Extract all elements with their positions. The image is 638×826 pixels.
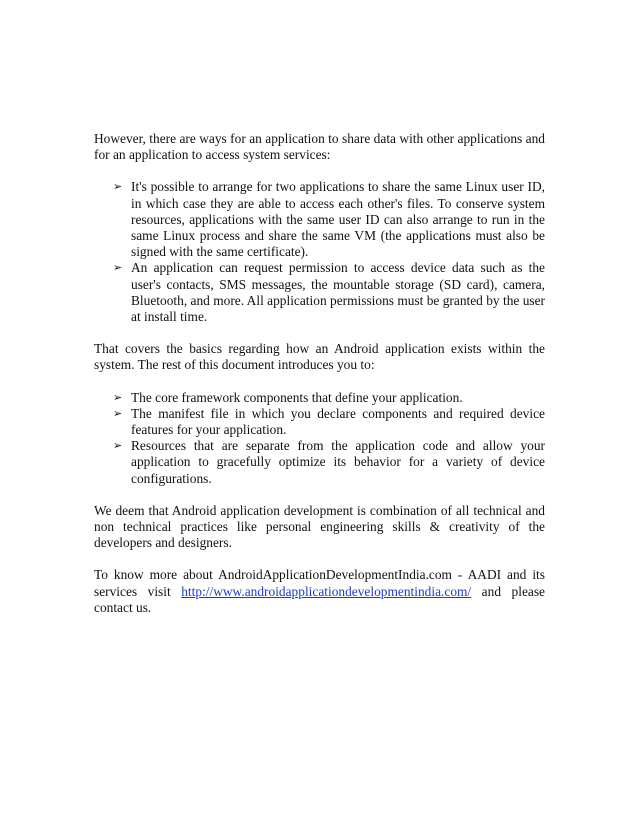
list-item-text: The core framework components that define your application. <box>131 389 463 405</box>
arrow-bullet-icon: ➢ <box>113 390 123 404</box>
document-page <box>94 131 545 632</box>
deem-paragraph: We deem that Android application development is combination of all technical and non technical practices like personal engineering skills & creativity of the developers and designers. <box>94 502 545 551</box>
list-item <box>94 390 545 406</box>
arrow-bullet-icon: ➢ <box>113 261 123 275</box>
sharing-list <box>94 179 545 325</box>
list-item-text: Resources that are separate from the application code and allow your application to gracefully optimize its behavior for a variety of device configurations. <box>131 438 545 486</box>
arrow-bullet-icon: ➢ <box>113 180 123 194</box>
list-item <box>94 179 545 260</box>
list-item <box>94 260 545 325</box>
intro-paragraph: However, there are ways for an application to share data with other applications and for an application to access system services: <box>94 131 545 163</box>
list-item <box>94 406 545 438</box>
list-item-text: It's possible to arrange for two applications to share the same Linux user ID, in which case they are able to access each other's files. To conserve system resources, applications with the same user ID can also arrange to run in the same Linux process and share the same VM (the applications must also be signed with the same certificate). <box>131 179 545 260</box>
topics-list <box>94 390 545 487</box>
basics-paragraph: That covers the basics regarding how an Android application exists within the system. The rest of this document introduces you to: <box>94 341 545 373</box>
list-item <box>94 438 545 487</box>
contact-suffix-text: and please contact us. <box>94 583 545 615</box>
contact-prefix-text: To know more about AndroidApplicationDevelopmentIndia.com - AADI and its services visit <box>94 567 545 599</box>
list-item-text: An application can request permission to access device data such as the user's contacts, SMS messages, the mountable storage (SD card), camera, Bluetooth, and more. All application permissions must be granted by the user at install time. <box>131 260 545 325</box>
list-item-text: The manifest file in which you declare components and required device features for your application. <box>131 405 545 438</box>
arrow-bullet-icon: ➢ <box>113 439 123 453</box>
website-link[interactable]: http://www.androidapplicationdevelopmentindia.com/ <box>181 583 472 599</box>
arrow-bullet-icon: ➢ <box>113 406 123 420</box>
contact-paragraph <box>94 567 545 616</box>
